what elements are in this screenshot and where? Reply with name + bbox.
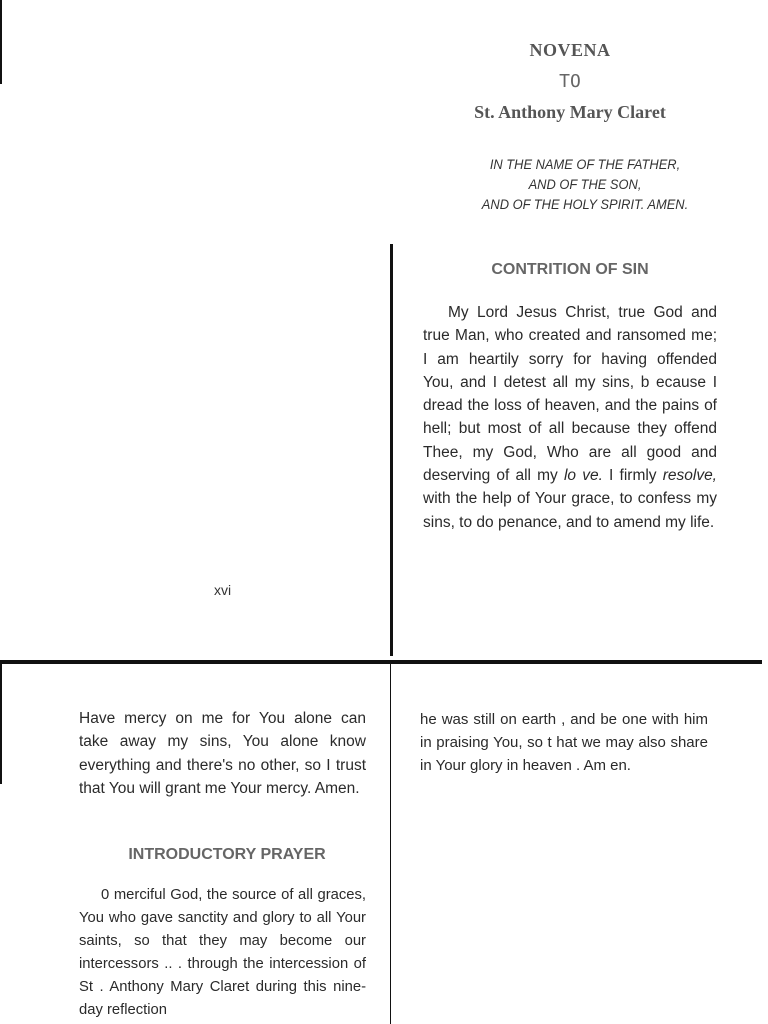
contrition-text: My Lord Jesus Christ, true God and true Man, who created and ransomed me; I am heartily sorry for having offended You, and I detest all my sins, b ecause I dread the loss of heaven, and the pains of hell; but most of all because they offend Thee, my God, Who are all good and deserving of all my	[423, 304, 717, 485]
page-number: xvi	[214, 582, 232, 598]
contrition-love: lo ve.	[563, 467, 603, 485]
left-edge-rule-top	[0, 0, 2, 84]
contrition-text: I firmly	[602, 467, 663, 485]
center-vertical-rule-top	[390, 244, 393, 656]
mercy-paragraph: Have mercy on me for You alone can take away my sins, You alone know everything and there's no other, so I trust that You will grant me Your mercy. Amen.	[79, 710, 366, 797]
contrition-resolve: resolve,	[662, 467, 717, 485]
invocation-line: IN THE NAME OF THE FATHER,	[489, 156, 681, 172]
invocation-line: AND OF THE SON,	[528, 176, 642, 192]
horizontal-page-divider	[0, 660, 762, 664]
contrition-text: with the help of Your grace, to confess my sins, to do penance, and to amend my life.	[423, 490, 717, 531]
invocation-line: AND OF THE HOLY SPIRIT. AMEN.	[481, 196, 689, 212]
left-edge-rule-bottom	[0, 664, 2, 784]
contrition-heading: CONTRITION OF SIN	[491, 261, 649, 278]
introductory-prayer-heading: INTRODUCTORY PRAYER	[128, 846, 326, 863]
introductory-prayer-paragraph: 0 merciful God, the source of all graces, You who gave sanctity and glory to all Your saints, so that they may become our intercessors .. . through the intercession of St . Anthony Mary Claret during this nine-day reflection	[79, 887, 366, 1018]
continued-prayer-paragraph: he was still on earth , and be one with him in praising You, so t hat we may also share in Your glory in heaven . Am en.	[420, 711, 708, 774]
title-to: TO	[559, 71, 581, 92]
novena-title	[420, 40, 720, 123]
invocation	[452, 154, 719, 214]
title-saint-name: St. Anthony Mary Claret	[474, 102, 666, 122]
center-vertical-rule-bottom	[390, 664, 391, 1024]
contrition-paragraph	[423, 301, 717, 534]
title-novena: NOVENA	[529, 40, 611, 60]
